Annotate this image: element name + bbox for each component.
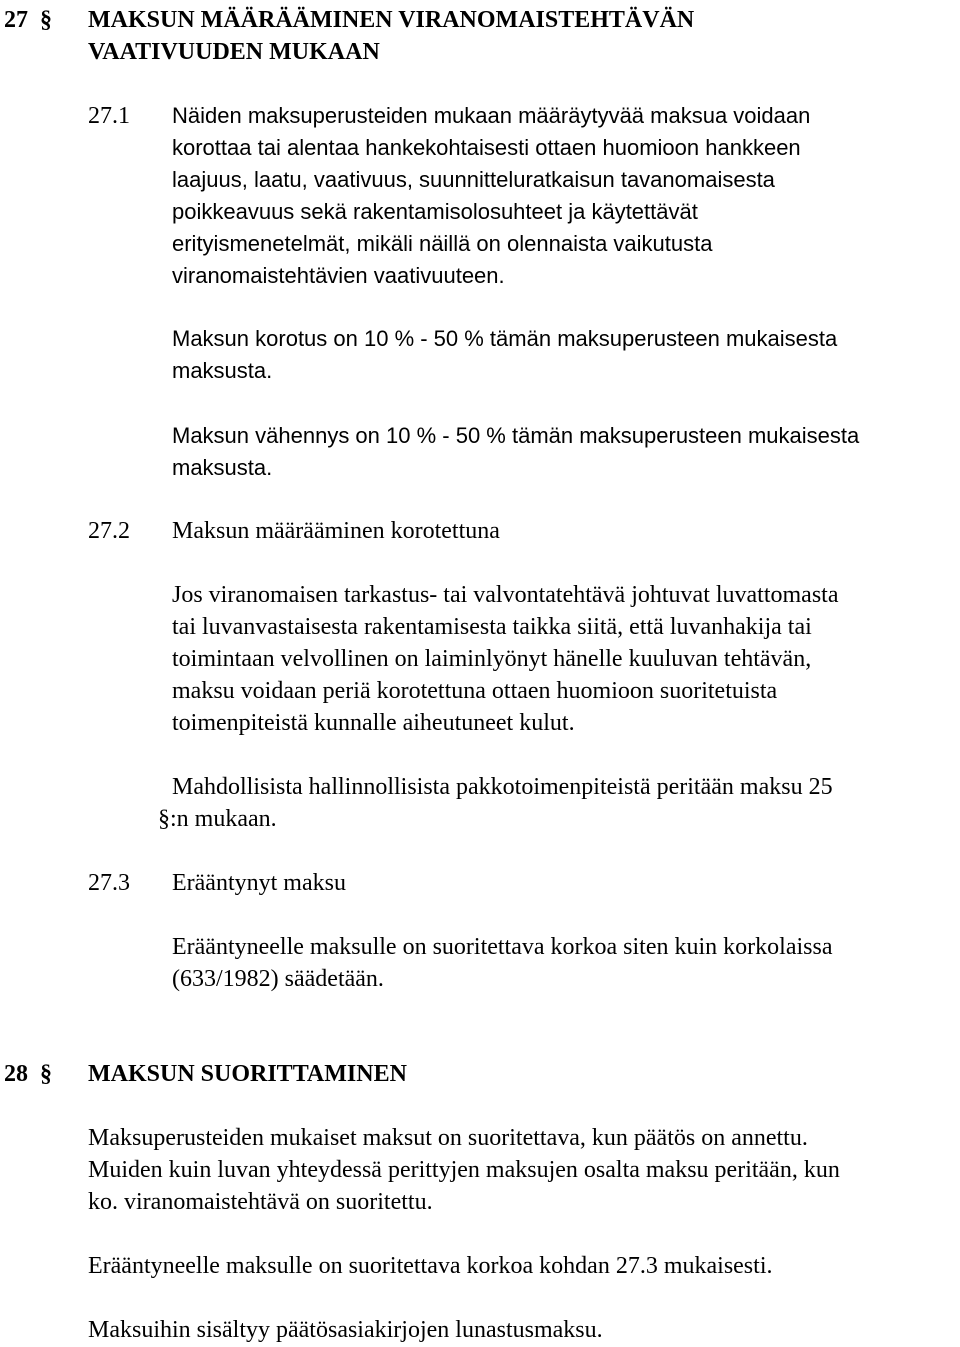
body-line: Muiden kuin luvan yhteydessä perittyjen maksujen osalta maksu peritään, kun [88, 1157, 840, 1183]
section-28-number: 28 [4, 1061, 28, 1087]
body-line: maksu voidaan periä korotettuna ottaen huomioon suoritetuista [172, 678, 778, 704]
section-27-symbol: § [40, 7, 52, 33]
body-line: ko. viranomaistehtävä on suoritettu. [88, 1189, 433, 1215]
body-line: Maksuperusteiden mukaiset maksut on suoritettava, kun päätös on annettu. [88, 1125, 808, 1151]
body-line: tai luvanvastaisesta rakentamisesta taikka siitä, että luvanhakija tai [172, 614, 812, 640]
section-28-symbol: § [40, 1061, 52, 1087]
subsection-27-2-number: 27.2 [88, 518, 130, 544]
body-line: korottaa tai alentaa hankekohtaisesti ottaen huomioon hankkeen [172, 135, 801, 160]
body-line: viranomaistehtävien vaativuuteen. [172, 263, 505, 288]
section-27-title-line-1: MAKSUN MÄÄRÄÄMINEN VIRANOMAISTEHTÄVÄN [88, 7, 695, 33]
body-line: (633/1982) säädetään. [172, 966, 384, 992]
body-line: toimenpiteistä kunnalle aiheutuneet kulut. [172, 710, 575, 736]
section-28-paragraph-2: Erääntyneelle maksulle on suoritettava korkoa kohdan 27.3 mukaisesti. [88, 1253, 773, 1279]
body-line: toimintaan velvollinen on laiminlyönyt hänelle kuuluvan tehtävän, [172, 646, 812, 672]
section-27-title-line-2: VAATIVUUDEN MUKAAN [88, 39, 380, 65]
body-line: Erääntyneelle maksulle on suoritettava korkoa siten kuin korkolaissa [172, 934, 833, 960]
body-line: Jos viranomaisen tarkastus- tai valvontatehtävä johtuvat luvattomasta [172, 582, 839, 608]
body-line: Maksun korotus on 10 % - 50 % tämän maksuperusteen mukaisesta [172, 326, 838, 351]
body-line: maksusta. [172, 358, 273, 383]
section-28-title: MAKSUN SUORITTAMINEN [88, 1061, 407, 1087]
body-line: erityismenetelmät, mikäli näillä on olennaista vaikutusta [172, 231, 713, 256]
subsection-27-2-heading: Maksun määrääminen korotettuna [172, 518, 500, 544]
section-28-paragraph-3: Maksuihin sisältyy päätösasiakirjojen lunastusmaksu. [88, 1317, 603, 1343]
body-line: Mahdollisista hallinnollisista pakkotoimenpiteistä peritään maksu 25 [172, 774, 833, 800]
subsection-27-3-number: 27.3 [88, 870, 130, 896]
body-line: maksusta. [172, 455, 273, 480]
body-line: laajuus, laatu, vaativuus, suunnitteluratkaisun tavanomaisesta [172, 167, 775, 192]
body-line: poikkeavuus sekä rakentamisolosuhteet ja käytettävät [172, 199, 698, 224]
body-line: Näiden maksuperusteiden mukaan määräytyvää maksua voidaan [172, 103, 811, 128]
subsection-27-3-heading: Erääntynyt maksu [172, 870, 346, 896]
body-line: Maksun vähennys on 10 % - 50 % tämän maksuperusteen mukaisesta [172, 423, 860, 448]
subsection-27-1-number: 27.1 [88, 103, 130, 129]
body-line: §:n mukaan. [158, 806, 277, 832]
section-27-number: 27 [4, 7, 28, 33]
